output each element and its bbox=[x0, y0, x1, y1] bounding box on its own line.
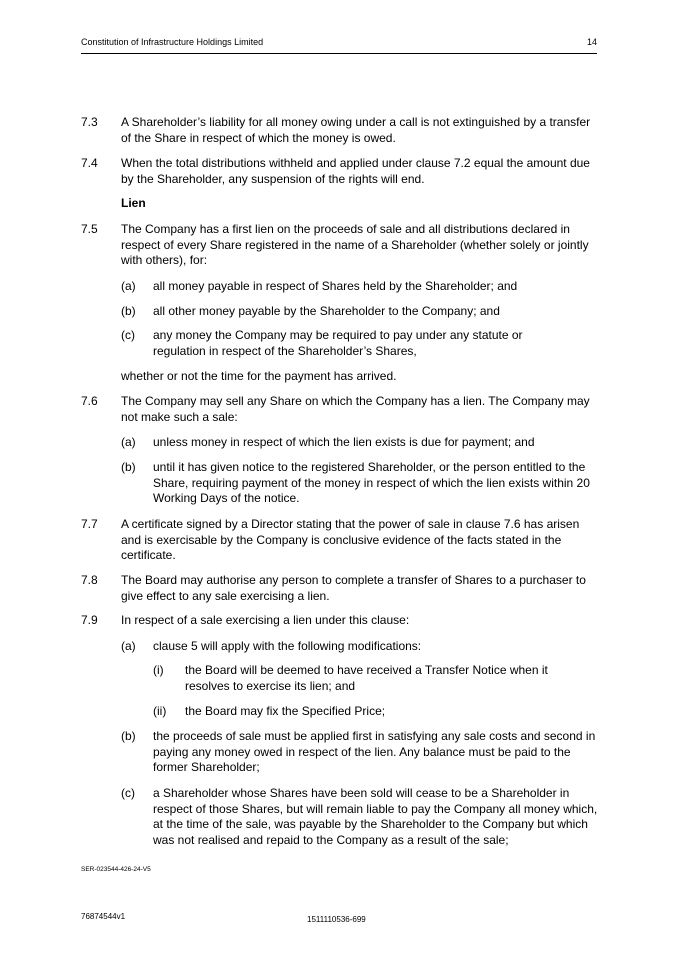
page-header bbox=[81, 37, 597, 53]
clause-text: The Board may authorise any person to complete a transfer of Shares to a purchaser to give effect to any sale exercising a lien. bbox=[121, 573, 586, 603]
item-number: (a) bbox=[121, 279, 136, 293]
subitem-text: the Board will be deemed to have received a Transfer Notice when it resolves to exercise its lien; and bbox=[185, 663, 548, 693]
clause-number: 7.3 bbox=[81, 115, 98, 129]
document-title: Constitution of Infrastructure Holdings Limited bbox=[81, 37, 264, 47]
clause-text: When the total distributions withheld and applied under clause 7.2 equal the amount due by the Shareholder, any suspension of the rights will end. bbox=[121, 156, 590, 186]
item-number: (b) bbox=[121, 460, 136, 474]
clause-text: In respect of a sale exercising a lien under this clause: bbox=[121, 613, 410, 627]
item-text: a Shareholder whose Shares have been sold will cease to be a Shareholder in respect of those Shares, but will remain liable to pay the Company all money which, at the time of the sale, was payable by the Shareholder to the Company but which was not realised and repaid to the Company as a result of the sale; bbox=[153, 786, 598, 847]
item-number: (c) bbox=[121, 786, 135, 800]
section-heading: Lien bbox=[121, 196, 146, 210]
item-text: any money the Company may be required to pay under any statute or regulation in respect of the Shareholder’s Shares, bbox=[153, 328, 523, 358]
item-number: (a) bbox=[121, 639, 136, 653]
subitem-number: (i) bbox=[153, 663, 164, 677]
header-rule bbox=[81, 53, 597, 54]
footer-document-id: 76874544v1 bbox=[81, 912, 126, 921]
clause-number: 7.7 bbox=[81, 517, 98, 531]
item-text: until it has given notice to the registered Shareholder, or the person entitled to the Share, requiring payment of the money in respect of which the lien exists within 20 Working Days of the notice. bbox=[153, 460, 590, 505]
clause-number: 7.4 bbox=[81, 156, 98, 170]
clause-text: The Company has a first lien on the proceeds of sale and all distributions declared in respect of every Share registered in the name of a Shareholder (whether solely or jointly with others), for: bbox=[121, 222, 589, 267]
clause-text: The Company may sell any Share on which the Company has a lien. The Company may not make such a sale: bbox=[121, 394, 590, 424]
item-text: all money payable in respect of Shares held by the Shareholder; and bbox=[153, 279, 518, 293]
page-number: 14 bbox=[586, 37, 597, 47]
subitem-number: (ii) bbox=[153, 704, 167, 718]
clause-number: 7.9 bbox=[81, 613, 98, 627]
item-number: (b) bbox=[121, 729, 136, 743]
item-text: the proceeds of sale must be applied first in satisfying any sale costs and second in paying any money owed in respect of the lien. Any balance must be paid to the former Shareholder; bbox=[153, 729, 596, 774]
clause-text: A certificate signed by a Director stating that the power of sale in clause 7.6 has arisen and is exercisable by the Company is conclusive evidence of the facts stated in the certificate. bbox=[121, 517, 580, 562]
document-reference: SER-023544-426-24-V5 bbox=[81, 866, 151, 873]
item-number: (b) bbox=[121, 304, 136, 318]
clause-number: 7.6 bbox=[81, 394, 98, 408]
item-text: all other money payable by the Shareholder to the Company; and bbox=[153, 304, 500, 318]
clause-text: A Shareholder’s liability for all money owing under a call is not extinguished by a transfer of the Share in respect of which the money is owed. bbox=[121, 115, 591, 145]
item-number: (c) bbox=[121, 328, 135, 342]
item-text: clause 5 will apply with the following modifications: bbox=[153, 639, 422, 653]
subitem-text: the Board may fix the Specified Price; bbox=[185, 704, 386, 718]
clause-tail-text: whether or not the time for the payment has arrived. bbox=[121, 369, 397, 383]
item-text: unless money in respect of which the lien exists is due for payment; and bbox=[153, 435, 535, 449]
footer-matter-id: 1511110536-699 bbox=[307, 915, 366, 924]
clause-number: 7.8 bbox=[81, 573, 98, 587]
item-number: (a) bbox=[121, 435, 136, 449]
clause-number: 7.5 bbox=[81, 222, 98, 236]
